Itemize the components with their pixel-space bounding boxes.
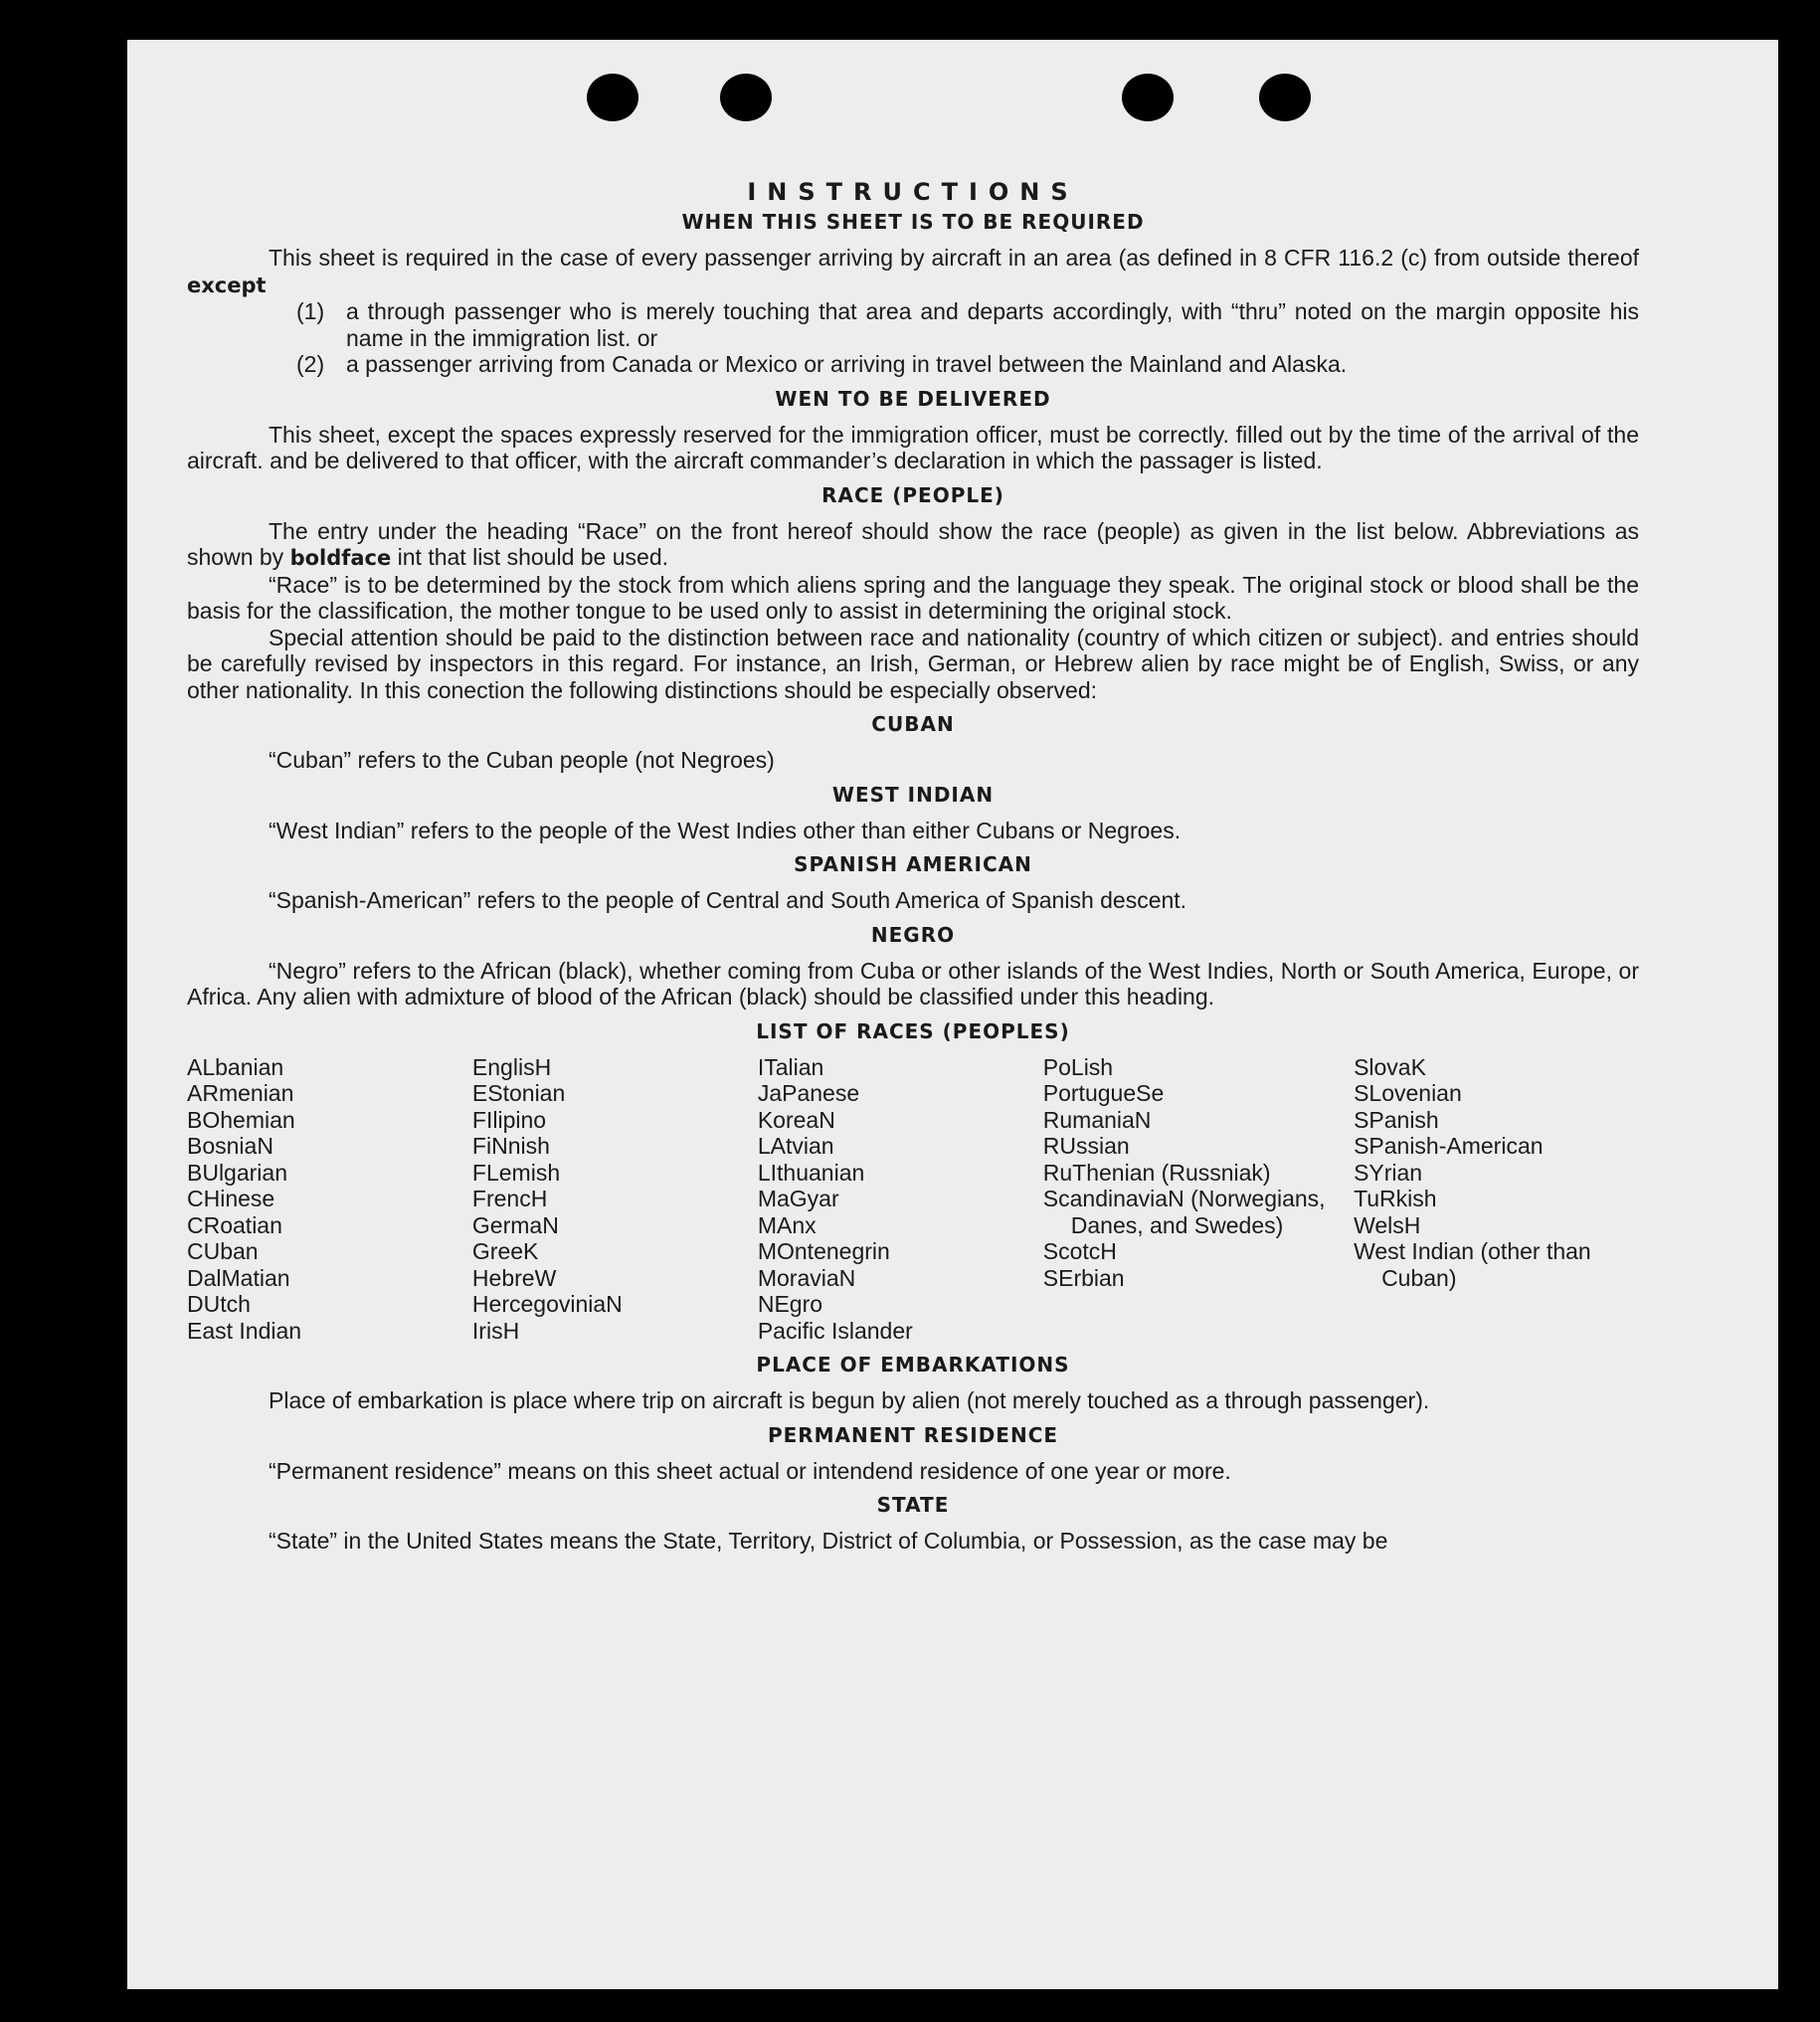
- list-item-number: (2): [296, 351, 325, 377]
- punch-hole: [1259, 74, 1311, 121]
- race-column: [472, 1054, 758, 1345]
- race-column: [1043, 1054, 1354, 1345]
- race-item: HebreW: [471, 1264, 557, 1291]
- section-heading-state: STATE: [876, 1493, 950, 1517]
- list-item: [296, 298, 1639, 351]
- section-heading-required: WHEN THIS SHEET IS TO BE REQUIRED: [681, 210, 1145, 234]
- race-column: [758, 1054, 1043, 1345]
- race-item: DUtch: [187, 1291, 251, 1317]
- negro-text: “Negro” refers to the African (black), whether coming from Cuba or other islands of the West Indies, North or South America, Europe, or Africa. Any alien with admixture of blood of the African (black) should be classified under this heading.: [187, 957, 1639, 1010]
- race-item: LAtvian: [757, 1133, 834, 1159]
- race-item: FIlipino: [471, 1106, 547, 1133]
- race-item: CHinese: [187, 1186, 275, 1211]
- required-intro-text: This sheet is required in the case of every passenger arriving by aircraft in an area (as defined in 8 CFR 116.2 (c) from outside thereof: [269, 245, 1639, 271]
- state-text: “State” in the United States means the State, Territory, District of Columbia, or Possession, as the case may be: [269, 1528, 1388, 1554]
- punch-hole: [587, 74, 638, 121]
- race-p1-after: int that list should be used.: [397, 544, 668, 570]
- boldface-keyword: boldface: [289, 546, 392, 570]
- instructions-content: [187, 179, 1639, 1555]
- race-p1-before: The entry under the heading “Race” on the front hereof should show the race (people) as given in the list below. Abbreviations as shown by: [187, 517, 1639, 570]
- race-item: NEgro: [757, 1291, 823, 1317]
- race-item: ARmenian: [187, 1080, 294, 1106]
- races-list: [187, 1054, 1639, 1345]
- race-item: CUban: [187, 1238, 259, 1264]
- race-item: RuThenian (Russniak): [1042, 1159, 1271, 1186]
- race-item: KoreaN: [757, 1106, 835, 1133]
- section-heading-spanish-american: SPANISH AMERICAN: [794, 852, 1032, 876]
- race-item: ITalian: [757, 1053, 824, 1080]
- race-item: ALbanian: [187, 1053, 284, 1080]
- race-item: BosniaN: [187, 1133, 273, 1159]
- race-item: JaPanese: [757, 1080, 860, 1106]
- section-heading-races-list: LIST OF RACES (PEOPLES): [756, 1018, 1070, 1043]
- race-item: East Indian: [187, 1317, 302, 1344]
- race-item: CRoatian: [187, 1211, 282, 1238]
- race-item: FiNnish: [471, 1133, 550, 1159]
- embarkation-text: Place of embarkation is place where trip on aircraft is begun by alien (not merely touched as a through passenger).: [269, 1387, 1430, 1413]
- race-item: MaGyar: [757, 1186, 839, 1211]
- document-page: [127, 40, 1778, 1989]
- race-item: GreeK: [471, 1238, 539, 1264]
- race-paragraph-2: “Race” is to be determined by the stock from which aliens spring and the language they speak. The original stock or blood shall be the basis for the classification, the mother tongue to be used only to assist in determining the original stock.: [187, 571, 1639, 624]
- race-item: PoLish: [1042, 1053, 1114, 1080]
- race-item: SlovaK: [1354, 1053, 1426, 1080]
- race-paragraph-3: Special attention should be paid to the distinction between race and nationality (country of which citizen or subject). and entries should be carefully revised by inspectors in this regard. For instance, an Irish, German, or Hebrew alien by race might be of English, Swiss, or any other nationality. In this conection the following distinctions should be especially observed:: [187, 624, 1639, 703]
- spanish-american-text: “Spanish-American” refers to the people of Central and South America of Spanish descent.: [269, 887, 1187, 913]
- race-item: PortugueSe: [1042, 1080, 1165, 1106]
- section-heading-negro: NEGRO: [870, 922, 956, 947]
- race-item: MoraviaN: [757, 1264, 856, 1291]
- race-item: SPanish-American: [1354, 1133, 1544, 1159]
- race-item: EnglisH: [471, 1053, 552, 1080]
- delivered-text: This sheet, except the spaces expressly reserved for the immigration officer, must be correctly. filled out by the time of the arrival of the aircraft. and be delivered to that officer, with the aircraft commander’s declaration in which the passager is listed.: [187, 421, 1639, 473]
- race-item: BUlgarian: [187, 1159, 287, 1186]
- race-item: LIthuanian: [757, 1159, 865, 1186]
- race-item: HercegoviniaN: [471, 1291, 623, 1317]
- section-heading-delivered: WEN TO BE DELIVERED: [775, 386, 1051, 411]
- cuban-text: “Cuban” refers to the Cuban people (not Negroes): [269, 747, 775, 773]
- page-title: INSTRUCTIONS: [747, 178, 1079, 206]
- race-item: Pacific Islander: [757, 1317, 913, 1344]
- race-item: IrisH: [471, 1317, 520, 1344]
- race-column: [187, 1054, 472, 1345]
- race-item: BOhemian: [187, 1106, 295, 1133]
- race-item: West Indian (other than Cuban): [1354, 1238, 1591, 1291]
- list-item-text: a passenger arriving from Canada or Mexico or arriving in travel between the Mainland and Alaska.: [346, 351, 1348, 377]
- punch-hole: [720, 74, 772, 121]
- list-item-text: a through passenger who is merely touching that area and departs accordingly, with “thru” noted on the margin opposite his name in the immigration list. or: [346, 298, 1639, 351]
- race-item: SPanish: [1354, 1106, 1439, 1133]
- race-item: SLovenian: [1354, 1080, 1462, 1106]
- residence-text: “Permanent residence” means on this sheet actual or intendend residence of one year or more.: [269, 1457, 1231, 1484]
- race-item: ScotcH: [1042, 1238, 1117, 1264]
- race-item: DalMatian: [187, 1264, 290, 1291]
- race-item: WelsH: [1354, 1211, 1421, 1238]
- race-item: EStonian: [471, 1080, 566, 1106]
- section-heading-cuban: CUBAN: [871, 712, 955, 736]
- race-item: MOntenegrin: [757, 1238, 890, 1264]
- section-heading-west-indian: WEST INDIAN: [831, 782, 995, 807]
- race-item: GermaN: [471, 1211, 559, 1238]
- list-item: [296, 351, 1639, 378]
- punch-hole: [1122, 74, 1174, 121]
- section-heading-race: RACE (PEOPLE): [821, 482, 1004, 507]
- except-keyword: except: [187, 273, 267, 297]
- exception-list: [296, 298, 1639, 378]
- race-item: ScandinaviaN (Norwegians, Danes, and Swedes): [1042, 1186, 1326, 1238]
- race-paragraph-1: [187, 518, 1639, 572]
- section-heading-residence: PERMANENT RESIDENCE: [767, 1422, 1059, 1447]
- required-intro: [187, 245, 1639, 298]
- race-item: RumaniaN: [1042, 1106, 1152, 1133]
- race-item: TuRkish: [1354, 1186, 1437, 1211]
- race-item: FrencH: [471, 1186, 548, 1211]
- list-item-number: (1): [296, 298, 325, 324]
- race-column: [1354, 1054, 1639, 1345]
- race-item: FLemish: [471, 1159, 561, 1186]
- west-indian-text: “West Indian” refers to the people of the West Indies other than either Cubans or Negroes.: [269, 817, 1182, 843]
- race-item: SYrian: [1354, 1159, 1423, 1186]
- race-item: MAnx: [757, 1211, 817, 1238]
- race-item: RUssian: [1042, 1133, 1130, 1159]
- race-item: SErbian: [1042, 1264, 1125, 1291]
- section-heading-embarkation: PLACE OF EMBARKATIONS: [756, 1353, 1070, 1377]
